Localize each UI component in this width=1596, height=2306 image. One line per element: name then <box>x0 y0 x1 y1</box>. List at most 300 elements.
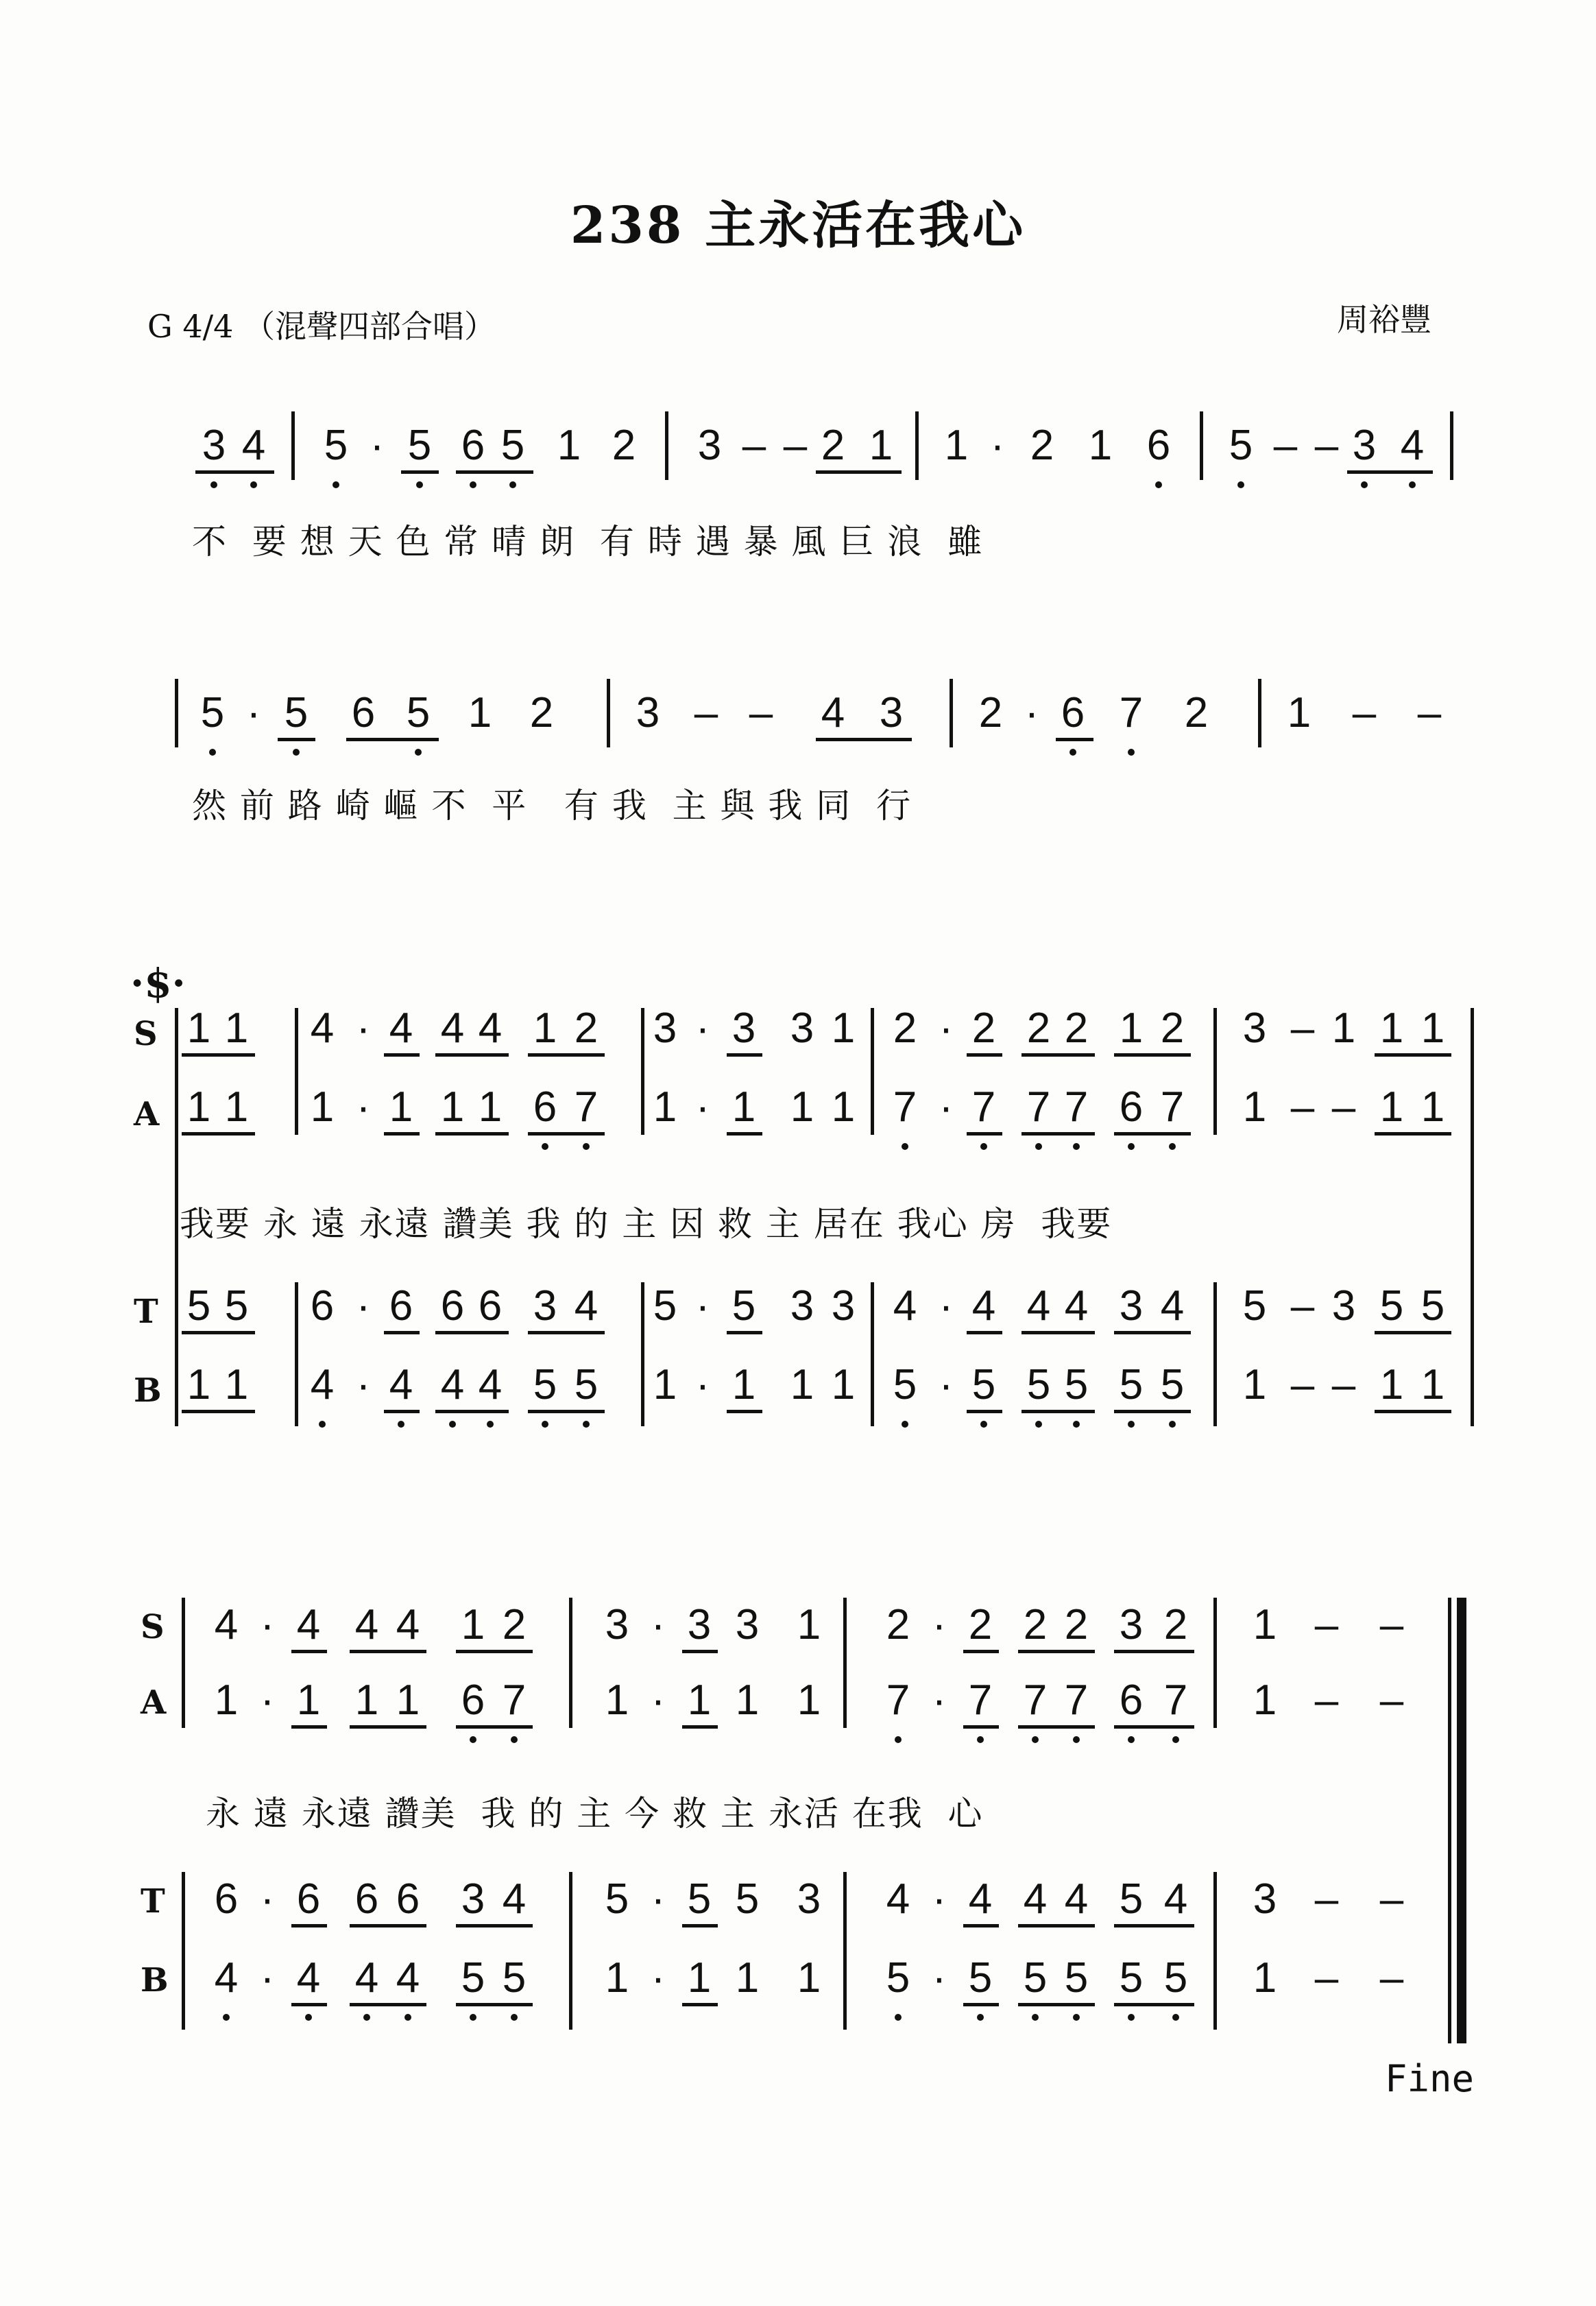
alto-note: 1 <box>354 1677 379 1724</box>
line2-note: 5 <box>284 689 309 736</box>
alto-note: – <box>1379 1677 1404 1724</box>
tenor-note: 5 <box>1379 1282 1404 1330</box>
bar-line <box>1471 1135 1474 1282</box>
low-octave-dot <box>1237 481 1244 488</box>
beam-underline <box>816 470 902 474</box>
soprano-note: – <box>1379 1601 1404 1648</box>
soprano-note: · <box>356 1005 371 1052</box>
beam-underline <box>1375 1132 1451 1136</box>
soprano-note: 4 <box>354 1601 379 1648</box>
bar-line <box>295 1282 298 1426</box>
line2-note: · <box>1024 689 1039 736</box>
beam-underline <box>1021 1410 1095 1413</box>
bass-note: 5 <box>893 1361 917 1408</box>
soprano-note: 2 <box>1026 1005 1051 1052</box>
alto-note: 7 <box>893 1083 917 1131</box>
beam-underline <box>456 1924 533 1927</box>
line2-note: 7 <box>1119 689 1144 736</box>
low-octave-dot <box>1128 1736 1135 1743</box>
beam-underline <box>1114 1650 1194 1653</box>
alto-note: – <box>1331 1083 1356 1131</box>
soprano-note: 2 <box>968 1601 993 1648</box>
low-octave-dot <box>977 2014 984 2021</box>
alto-note: · <box>356 1083 371 1131</box>
beam-underline <box>350 2003 426 2006</box>
bass-note: 5 <box>1163 1954 1188 2002</box>
soprano-note: · <box>260 1601 275 1648</box>
tenor-note: 5 <box>653 1282 677 1330</box>
voice-label-alto: A <box>134 1095 160 1133</box>
soprano-note: · <box>939 1005 954 1052</box>
line1-note: 1 <box>944 422 969 469</box>
segno-sign: ·$· <box>130 960 186 1007</box>
bass-note: 5 <box>1119 1954 1144 2002</box>
bar-line <box>641 1008 644 1135</box>
tenor-note: 4 <box>1064 1282 1089 1330</box>
low-octave-dot <box>1073 1736 1080 1743</box>
lyrics-line-4: 永 遠 永遠 讚美 我 的 主 今 救 主 永活 在我 心 <box>206 1794 984 1834</box>
line2-note: 1 <box>468 689 492 736</box>
beam-underline <box>350 1650 426 1653</box>
beam-underline <box>384 1132 420 1136</box>
line2-note: – <box>749 689 773 736</box>
low-octave-dot <box>583 1143 590 1150</box>
low-octave-dot <box>404 2014 411 2021</box>
bass-note: 1 <box>735 1954 760 2002</box>
beam-underline <box>528 1331 605 1334</box>
soprano-note: 1 <box>533 1005 557 1052</box>
bass-note: 1 <box>687 1954 712 2002</box>
alto-note: 7 <box>971 1083 996 1131</box>
beam-underline <box>456 2003 533 2006</box>
tenor-note: 6 <box>310 1282 335 1330</box>
low-octave-dot <box>1128 749 1135 756</box>
soprano-note: 3 <box>687 1601 712 1648</box>
soprano-note: 4 <box>389 1005 413 1052</box>
beam-underline <box>1114 1132 1191 1136</box>
tenor-note: 5 <box>687 1875 712 1923</box>
alto-note: 7 <box>1160 1083 1185 1131</box>
low-octave-dot <box>511 2014 518 2021</box>
tenor-note: 4 <box>1163 1875 1188 1923</box>
line2-note: 2 <box>978 689 1003 736</box>
line2-note: – <box>1417 689 1442 736</box>
line1-note: – <box>783 422 808 469</box>
line1-note: 2 <box>612 422 636 469</box>
beam-underline <box>727 1331 762 1334</box>
alto-note: 7 <box>1026 1083 1051 1131</box>
beam-underline <box>967 1053 1002 1057</box>
alto-note: 7 <box>886 1677 910 1724</box>
low-octave-dot <box>415 749 422 756</box>
bass-note: 5 <box>1023 1954 1048 2002</box>
line1-note: 3 <box>697 422 722 469</box>
low-octave-dot <box>1172 2014 1179 2021</box>
soprano-note: 3 <box>605 1601 629 1648</box>
tenor-note: 3 <box>790 1282 814 1330</box>
bass-note: 1 <box>790 1361 814 1408</box>
voice-label-soprano: S <box>134 1015 158 1053</box>
alto-note: 1 <box>186 1083 211 1131</box>
beam-underline <box>195 470 274 474</box>
beam-underline <box>682 1650 718 1653</box>
line1-note: 5 <box>407 422 432 469</box>
bass-note: 5 <box>1026 1361 1051 1408</box>
voice-label-tenor-2: T <box>141 1882 165 1921</box>
tenor-note: 4 <box>1064 1875 1089 1923</box>
low-octave-dot <box>1172 1736 1179 1743</box>
bass-note: – <box>1290 1361 1315 1408</box>
beam-underline <box>384 1410 420 1413</box>
low-octave-dot <box>511 1736 518 1743</box>
beam-underline <box>182 1132 255 1136</box>
low-octave-dot <box>509 481 516 488</box>
tenor-note: 5 <box>224 1282 249 1330</box>
bass-note: 4 <box>440 1361 465 1408</box>
tenor-note: 3 <box>797 1875 821 1923</box>
line1-note: · <box>370 422 385 469</box>
low-octave-dot <box>1035 1421 1042 1428</box>
voice-label-soprano-2: S <box>141 1608 165 1646</box>
tenor-note: – <box>1290 1282 1315 1330</box>
low-octave-dot <box>470 1736 476 1743</box>
tenor-note: 6 <box>396 1875 420 1923</box>
line2-note: – <box>1352 689 1377 736</box>
beam-underline <box>682 2003 718 2006</box>
low-octave-dot <box>470 481 476 488</box>
soprano-note: 2 <box>971 1005 996 1052</box>
beam-underline <box>346 738 439 741</box>
tenor-note: 4 <box>502 1875 527 1923</box>
beam-underline <box>967 1331 1002 1334</box>
soprano-note: 1 <box>1420 1005 1445 1052</box>
soprano-note: 2 <box>1160 1005 1185 1052</box>
bar-line <box>295 1008 298 1135</box>
alto-note: 7 <box>1163 1677 1188 1724</box>
tenor-note: · <box>932 1875 947 1923</box>
tenor-note: 6 <box>478 1282 503 1330</box>
bass-note: 1 <box>653 1361 677 1408</box>
low-octave-dot <box>1035 1143 1042 1150</box>
line1-note: 6 <box>1146 422 1171 469</box>
system-bracket <box>175 1008 178 1426</box>
alto-note: 6 <box>1119 1083 1144 1131</box>
beam-underline <box>401 470 439 474</box>
composer: 周裕豐 <box>1337 301 1431 338</box>
soprano-note: 3 <box>732 1005 756 1052</box>
soprano-note: 2 <box>893 1005 917 1052</box>
tenor-note: 5 <box>1119 1875 1144 1923</box>
tenor-note: 4 <box>893 1282 917 1330</box>
soprano-note: 1 <box>1253 1601 1277 1648</box>
lyrics-line-1: 不 要 想 天 色 常 晴 朗 有 時 遇 暴 風 巨 浪 雖 <box>192 522 984 562</box>
tenor-note: 4 <box>1023 1875 1048 1923</box>
low-octave-dot <box>902 1421 908 1428</box>
line2-note: 1 <box>1287 689 1311 736</box>
bass-note: · <box>356 1361 371 1408</box>
line1-note: 3 <box>202 422 226 469</box>
alto-note: 1 <box>653 1083 677 1131</box>
tenor-note: · <box>939 1282 954 1330</box>
low-octave-dot <box>416 481 423 488</box>
soprano-note: · <box>932 1601 947 1648</box>
beam-underline <box>182 1053 255 1057</box>
soprano-note: 4 <box>396 1601 420 1648</box>
soprano-note: 2 <box>1064 1601 1089 1648</box>
bar-line <box>1213 1008 1217 1135</box>
alto-note: 1 <box>1253 1677 1277 1724</box>
tenor-note: 3 <box>1119 1282 1144 1330</box>
alto-note: · <box>695 1083 710 1131</box>
line1-note: – <box>1273 422 1298 469</box>
alto-note: 6 <box>533 1083 557 1131</box>
low-octave-dot <box>1032 2014 1039 2021</box>
beam-underline <box>1018 2003 1095 2006</box>
voice-label-bass: B <box>134 1371 162 1410</box>
alto-note: 1 <box>296 1677 321 1724</box>
soprano-note: 1 <box>461 1601 485 1648</box>
bass-note: 1 <box>1253 1954 1277 2002</box>
beam-underline <box>963 1650 999 1653</box>
beam-underline <box>967 1132 1002 1136</box>
bass-note: 1 <box>1379 1361 1404 1408</box>
bass-note: 5 <box>971 1361 996 1408</box>
soprano-note: 1 <box>797 1601 821 1648</box>
tenor-note: 4 <box>1160 1282 1185 1330</box>
alto-note: 1 <box>440 1083 465 1131</box>
soprano-note: 4 <box>310 1005 335 1052</box>
beam-underline <box>1018 1650 1095 1653</box>
soprano-note: – <box>1290 1005 1315 1052</box>
alto-note: 1 <box>1379 1083 1404 1131</box>
bar-line <box>1213 1598 1217 1728</box>
tenor-note: 6 <box>354 1875 379 1923</box>
bass-note: 1 <box>732 1361 756 1408</box>
bar-line <box>291 411 295 480</box>
soprano-note: 1 <box>831 1005 856 1052</box>
beam-underline <box>1114 2003 1194 2006</box>
low-octave-dot <box>1128 1421 1135 1428</box>
bass-note: 5 <box>502 1954 527 2002</box>
line1-note: 5 <box>324 422 348 469</box>
beam-underline <box>682 1725 718 1729</box>
low-octave-dot <box>1128 1143 1135 1150</box>
tenor-note: 4 <box>574 1282 598 1330</box>
alto-note: 1 <box>831 1083 856 1131</box>
low-octave-dot <box>398 1421 404 1428</box>
beam-underline <box>350 1725 426 1729</box>
bass-note: 5 <box>533 1361 557 1408</box>
soprano-note: 1 <box>224 1005 249 1052</box>
low-octave-dot <box>542 1421 548 1428</box>
alto-note: 1 <box>310 1083 335 1131</box>
bar-line <box>843 1598 847 1728</box>
line2-note: · <box>246 689 261 736</box>
tenor-note: 6 <box>214 1875 239 1923</box>
bar-line <box>641 1282 644 1426</box>
low-octave-dot <box>1073 1421 1080 1428</box>
bass-note: 1 <box>186 1361 211 1408</box>
tenor-note: 3 <box>1331 1282 1356 1330</box>
low-octave-dot <box>1361 481 1368 488</box>
tenor-note: 3 <box>1253 1875 1277 1923</box>
beam-underline <box>682 1924 718 1927</box>
soprano-note: 2 <box>502 1601 527 1648</box>
low-octave-dot <box>1155 481 1162 488</box>
beam-underline <box>1021 1331 1095 1334</box>
beam-underline <box>456 1725 533 1729</box>
low-octave-dot <box>210 481 217 488</box>
alto-note: – <box>1314 1677 1339 1724</box>
bar-line <box>871 1008 874 1135</box>
beam-underline <box>1375 1331 1451 1334</box>
tenor-note: 4 <box>971 1282 996 1330</box>
line1-note: 5 <box>1229 422 1253 469</box>
key-meter: G 4/4 （混聲四部合唱） <box>147 308 496 345</box>
line2-note: 3 <box>636 689 660 736</box>
line1-note: 5 <box>500 422 525 469</box>
low-octave-dot <box>1073 2014 1080 2021</box>
low-octave-dot <box>1169 1143 1176 1150</box>
bass-note: · <box>260 1954 275 2002</box>
tenor-note: 3 <box>831 1282 856 1330</box>
beam-underline <box>727 1132 762 1136</box>
line2-note: 3 <box>879 689 904 736</box>
beam-underline <box>1114 1924 1194 1927</box>
beam-underline <box>967 1410 1002 1413</box>
beam-underline <box>182 1410 255 1413</box>
bar-line <box>950 679 953 747</box>
alto-note: 1 <box>735 1677 760 1724</box>
tenor-note: 4 <box>968 1875 993 1923</box>
line1-note: 6 <box>461 422 485 469</box>
low-octave-dot <box>1128 2014 1135 2021</box>
low-octave-dot <box>980 1143 987 1150</box>
low-octave-dot <box>470 2014 476 2021</box>
bar-line <box>1213 1872 1217 2030</box>
alto-note: – <box>1290 1083 1315 1131</box>
bar-line <box>1450 411 1453 480</box>
line1-note: 4 <box>241 422 266 469</box>
soprano-note: 4 <box>296 1601 321 1648</box>
low-octave-dot <box>223 2014 230 2021</box>
line1-note: 2 <box>821 422 845 469</box>
low-octave-dot <box>319 1421 326 1428</box>
alto-note: 1 <box>790 1083 814 1131</box>
beam-underline <box>1114 1410 1191 1413</box>
alto-note: 7 <box>1023 1677 1048 1724</box>
bass-note: · <box>939 1361 954 1408</box>
bass-note: 4 <box>396 1954 420 2002</box>
beam-underline <box>1114 1725 1194 1729</box>
alto-note: 1 <box>797 1677 821 1724</box>
alto-note: 1 <box>478 1083 503 1131</box>
beam-underline <box>528 1410 605 1413</box>
tenor-note: 5 <box>605 1875 629 1923</box>
line1-note: – <box>742 422 766 469</box>
alto-note: 6 <box>461 1677 485 1724</box>
bar-line <box>182 1872 185 2030</box>
low-octave-dot <box>895 1736 902 1743</box>
beam-underline <box>291 1725 327 1729</box>
low-octave-dot <box>1073 1143 1080 1150</box>
lyrics-line-2: 然 前 路 崎 嶇 不 平 有 我 主 與 我 同 行 <box>192 786 912 826</box>
voice-label-tenor: T <box>134 1293 158 1331</box>
beam-underline <box>727 1053 762 1057</box>
beam-underline <box>384 1053 420 1057</box>
soprano-note: · <box>695 1005 710 1052</box>
beam-underline <box>1375 1053 1451 1057</box>
soprano-note: 2 <box>1023 1601 1048 1648</box>
alto-note: 7 <box>1064 1083 1089 1131</box>
bass-note: 1 <box>797 1954 821 2002</box>
bass-note: 1 <box>605 1954 629 2002</box>
line2-note: 5 <box>200 689 225 736</box>
bass-note: – <box>1331 1361 1356 1408</box>
alto-note: 6 <box>1119 1677 1144 1724</box>
alto-note: · <box>932 1677 947 1724</box>
beam-underline <box>456 1650 533 1653</box>
alto-note: 7 <box>968 1677 993 1724</box>
bar-line <box>665 411 668 480</box>
soprano-note: – <box>1314 1601 1339 1648</box>
bass-note: 5 <box>968 1954 993 2002</box>
final-bar-thick <box>1457 1598 1466 2043</box>
bass-note: 4 <box>296 1954 321 2002</box>
alto-note: 1 <box>396 1677 420 1724</box>
line2-note: 5 <box>406 689 431 736</box>
low-octave-dot <box>902 1143 908 1150</box>
bass-note: 4 <box>354 1954 379 2002</box>
bass-note: 5 <box>574 1361 598 1408</box>
low-octave-dot <box>1069 749 1076 756</box>
soprano-note: 3 <box>790 1005 814 1052</box>
beam-underline <box>182 1331 255 1334</box>
line1-note: – <box>1314 422 1339 469</box>
bass-note: 1 <box>224 1361 249 1408</box>
tenor-note: 5 <box>186 1282 211 1330</box>
bass-note: 4 <box>478 1361 503 1408</box>
line2-note: 2 <box>1184 689 1209 736</box>
low-octave-dot <box>487 1421 494 1428</box>
tenor-note: – <box>1314 1875 1339 1923</box>
tenor-note: 5 <box>1420 1282 1445 1330</box>
soprano-note: 4 <box>214 1601 239 1648</box>
tenor-note: 6 <box>389 1282 413 1330</box>
bar-line <box>569 1872 572 2030</box>
tenor-note: 6 <box>296 1875 321 1923</box>
line2-note: 4 <box>821 689 845 736</box>
beam-underline <box>350 1924 426 1927</box>
beam-underline <box>816 738 912 741</box>
low-octave-dot <box>542 1143 548 1150</box>
soprano-note: · <box>651 1601 666 1648</box>
beam-underline <box>291 2003 327 2006</box>
low-octave-dot <box>293 749 300 756</box>
bar-line <box>1258 679 1261 747</box>
bass-note: 4 <box>310 1361 335 1408</box>
bar-line <box>569 1598 572 1728</box>
line1-note: 3 <box>1352 422 1377 469</box>
tenor-note: · <box>651 1875 666 1923</box>
bass-note: 5 <box>1064 1954 1089 2002</box>
bass-note: 5 <box>461 1954 485 2002</box>
soprano-note: 3 <box>1242 1005 1267 1052</box>
tenor-note: 5 <box>735 1875 760 1923</box>
low-octave-dot <box>1032 1736 1039 1743</box>
bass-note: 4 <box>389 1361 413 1408</box>
beam-underline <box>435 1410 509 1413</box>
